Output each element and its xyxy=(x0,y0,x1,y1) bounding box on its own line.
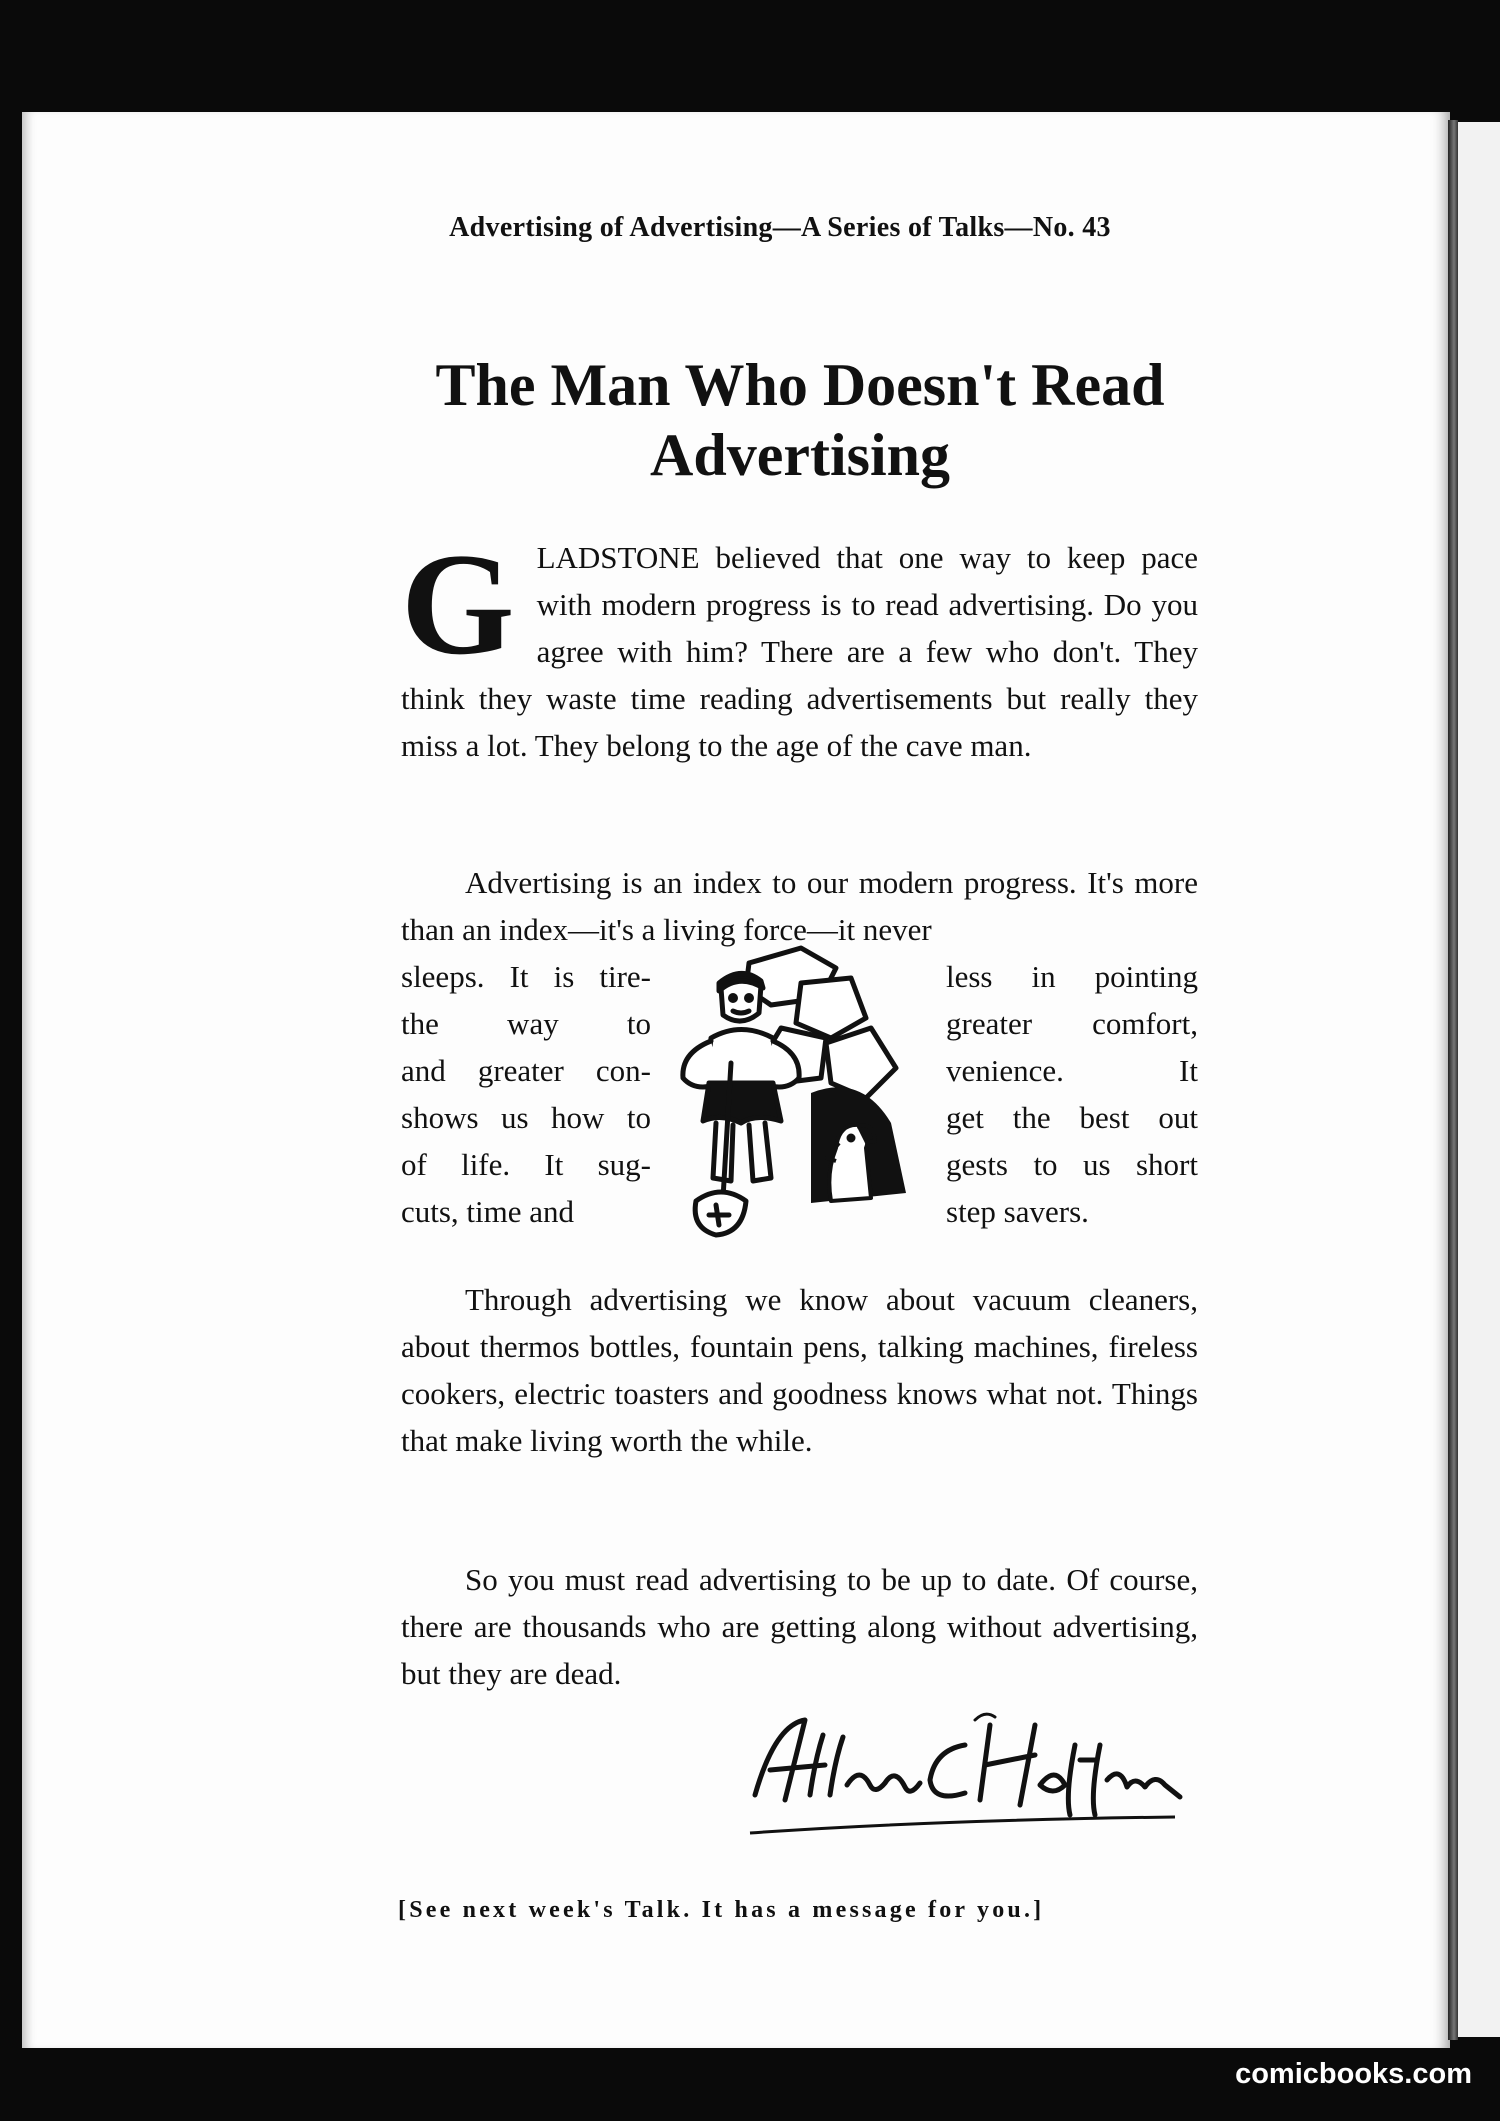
caveman-illustration xyxy=(661,943,936,1253)
page-edge xyxy=(1448,120,1458,2040)
right-line: venience. It xyxy=(946,1053,1198,1088)
left-line: and greater con- xyxy=(401,1053,651,1088)
right-line: gests to us short xyxy=(946,1147,1198,1182)
paragraph-3: Through advertising we know about vacuum cleaners, about thermos bottles, fountain pens, talking machines, fireless cookers, electric toasters and goodness knows what not. Things that make living worth the while. xyxy=(401,1282,1198,1458)
signature xyxy=(735,1705,1190,1850)
drop-cap: G xyxy=(401,523,515,685)
right-line: greater comfort, xyxy=(946,1006,1198,1041)
right-line: less in pointing xyxy=(946,959,1198,994)
title-line-2: Advertising xyxy=(650,422,950,488)
left-line: shows us how to xyxy=(401,1100,651,1135)
paragraph-2: Advertising is an index to our modern progress. It's more than an index—it's a living force—it never xyxy=(401,865,1198,947)
paragraph-1-text: LADSTONE believed that one way to keep pace with modern progress is to read advertising. Do you agree with him? There are a few who don't. They think they waste time reading advertisements but really they miss a lot. They belong to the age of the cave man. xyxy=(401,540,1198,763)
left-text-column xyxy=(401,953,651,1235)
left-line: of life. It sug- xyxy=(401,1147,651,1182)
watermark: comicbooks.com xyxy=(1235,2058,1472,2090)
right-line: step savers. xyxy=(946,1194,1089,1229)
next-page-sliver xyxy=(1458,122,1500,2037)
left-line: the way to xyxy=(401,1006,651,1041)
paragraph-1 xyxy=(401,523,1198,769)
footer-note: [See next week's Talk. It has a message for you.] xyxy=(398,1897,1045,1923)
illustration-wrap xyxy=(401,953,1198,1243)
right-line: get the best out xyxy=(946,1100,1198,1135)
left-line: sleeps. It is tire- xyxy=(401,959,651,994)
running-head: Advertising of Advertising—A Series of Talks—No. 43 xyxy=(449,212,1111,243)
right-text-column xyxy=(946,953,1198,1235)
page-title xyxy=(380,350,1220,490)
paragraph-4: So you must read advertising to be up to date. Of course, there are thousands who are getting along without advertising, but they are dead. xyxy=(401,1562,1198,1691)
left-line: cuts, time and xyxy=(401,1194,575,1229)
caveman-figure xyxy=(683,973,799,1235)
title-line-1: The Man Who Doesn't Read xyxy=(435,352,1165,418)
